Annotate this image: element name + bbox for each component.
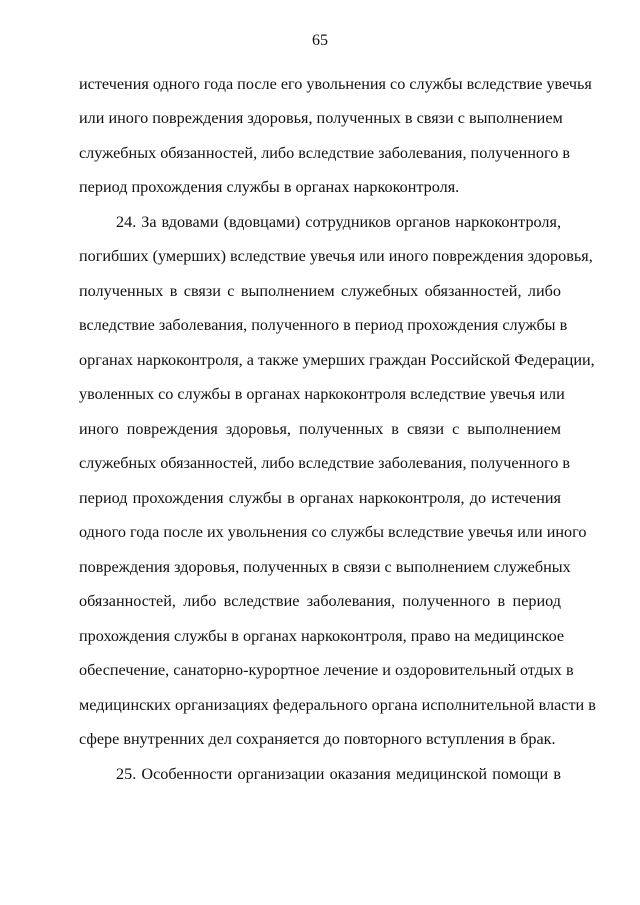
text-line: повреждения здоровья, полученных в связи с выполнением служебных xyxy=(79,558,571,576)
text-line: сфере внутренних дел сохраняется до повторного вступления в брак. xyxy=(79,730,556,748)
text-line: период прохождения службы в органах наркоконтроля. xyxy=(79,178,460,196)
text-line: полученных в связи с выполнением служебных обязанностей, либо xyxy=(79,282,561,300)
text-line: обеспечение, санаторно-курортное лечение и оздоровительный отдых в xyxy=(79,661,574,679)
text-line: обязанностей, либо вследствие заболевания, полученного в период xyxy=(79,592,561,610)
text-line: уволенных со службы в органах наркоконтроля вследствие увечья или xyxy=(79,385,565,403)
page-number: 65 xyxy=(312,32,328,49)
text-line: служебных обязанностей, либо вследствие заболевания, полученного в xyxy=(79,144,571,162)
text-line: органах наркоконтроля, а также умерших граждан Российской Федерации, xyxy=(79,351,595,369)
text-line: или иного повреждения здоровья, полученных в связи с выполнением xyxy=(79,109,563,127)
text-line: период прохождения службы в органах наркоконтроля, до истечения xyxy=(79,489,561,507)
text-line: истечения одного года после его увольнения со службы вследствие увечья xyxy=(79,75,592,93)
text-line: иного повреждения здоровья, полученных в связи с выполнением xyxy=(79,420,561,438)
text-line: 24. За вдовами (вдовцами) сотрудников органов наркоконтроля, xyxy=(116,213,561,231)
text-line: прохождения службы в органах наркоконтроля, право на медицинское xyxy=(79,627,565,645)
text-line: вследствие заболевания, полученного в период прохождения службы в xyxy=(79,316,568,334)
text-line: 25. Особенности организации оказания медицинской помощи в xyxy=(116,765,561,783)
text-line: погибших (умерших) вследствие увечья или иного повреждения здоровья, xyxy=(79,247,593,265)
text-line: служебных обязанностей, либо вследствие заболевания, полученного в xyxy=(79,454,571,472)
text-line: одного года после их увольнения со службы вследствие увечья или иного xyxy=(79,523,587,541)
text-line: медицинских организациях федерального органа исполнительной власти в xyxy=(79,696,596,714)
